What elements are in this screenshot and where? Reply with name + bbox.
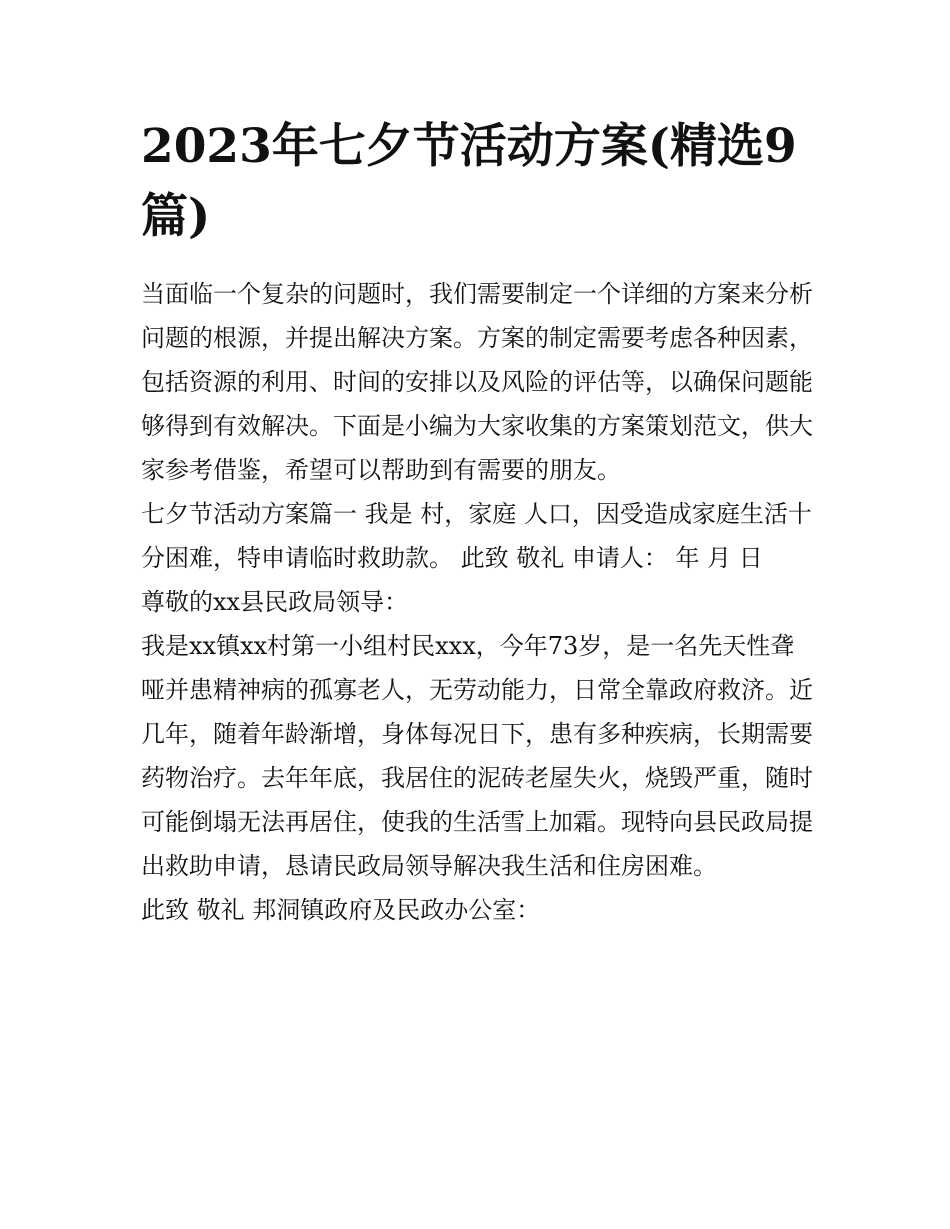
document-body xyxy=(141,112,813,932)
paragraph-salutation: 尊敬的xx县民政局领导： xyxy=(141,588,409,616)
paragraph-application: 我是xx镇xx村第一小组村民xxx，今年73岁，是一名先天性聋哑并患精神病的孤寡老人，无劳动能力，日常全靠政府救济。近几年，随着年龄渐增，身体每况日下，患有多种疾病，长期需要药物治疗。去年年底，我居住的泥砖老屋失火，烧毁严重，随时可能倒塌无法再居住，使我的生活雪上加霜。现特向县民政局提出救助申请，恳请民政局领导解决我生活和住房困难。 xyxy=(141,632,813,880)
paragraph-plan-one: 七夕节活动方案篇一 我是 村，家庭 人口，因受造成家庭生活十分困难，特申请临时救助款。 此致 敬礼 申请人： 年 月 日 xyxy=(141,500,812,572)
paragraph-closing: 此致 敬礼 邦洞镇政府及民政办公室： xyxy=(141,896,541,924)
document-title: 2023年七夕节活动方案(精选9篇) xyxy=(141,119,797,244)
paragraph-intro: 当面临一个复杂的问题时，我们需要制定一个详细的方案来分析问题的根源，并提出解决方案。方案的制定需要考虑各种因素，包括资源的利用、时间的安排以及风险的评估等，以确保问题能够得到有效解决。下面是小编为大家收集的方案策划范文，供大家参考借鉴，希望可以帮助到有需要的朋友。 xyxy=(141,280,813,484)
